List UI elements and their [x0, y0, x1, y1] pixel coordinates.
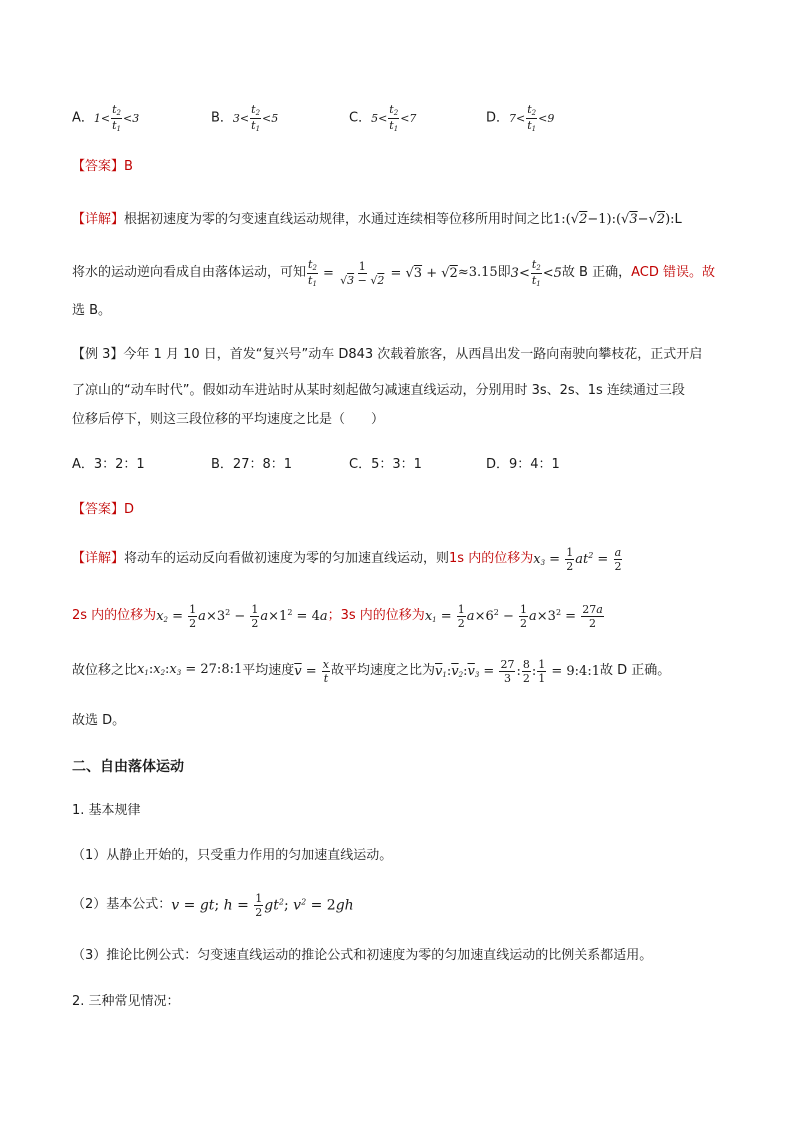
q3-detail-line2: 2s 内的位移为 $x_2$ = $\frac{1}{2}$ $a\times 3^2$ − $\frac{1}{2}$ $a\times 1^2 = 4a$ ； 3s 内的位移为 $x_1$ = $\frac{1}{2}$ $a\times 6^2$ − $\frac{1}{2}$ $a\times 3^2$ = $\frac{27a}{2}$	[72, 602, 603, 630]
q2-answer: 【答案】B	[72, 159, 133, 174]
q2-option-b: B．3< $\frac{t_2}{t_1}$ <5	[211, 103, 279, 133]
q3-answer: 【答案】D	[72, 502, 135, 517]
q3-detail-line3: 故位移之比 $x_1:x_2:x_3$ = 27:8:1 平均速度 $\overline{v}$ = $\frac{x}{t}$ 故平均速度之比为 $\overline{v}_1:\overline{v}_2:\overline{v}_3$ = $\frac{27}{3}$ : $\frac{8}{2}$ : $\frac{1}{1}$ = 9:4:1 故 D 正确。	[72, 657, 671, 685]
q2-detail-line3: 选 B。	[72, 303, 112, 318]
rule-1: （1）从静止开始的，只受重力作用的匀加速直线运动。	[72, 848, 393, 863]
q2-detail-line2: 将水的运动逆向看成自由落体运动，可知 $\frac{t_2}{t_1}$ = $\frac{1}{√3 - √2}$ = √3 + √2 ≈3.15 即 3< $\frac{t_2}{t_1}$ <5 故 B 正确， ACD 错误。故	[72, 257, 715, 288]
q3-option-a: A．3：2：1	[72, 457, 145, 472]
q3-option-d: D．9：4：1	[486, 457, 560, 472]
q3-detail-line1: 【详解】 将动车的运动反向看做初速度为零的匀加速直线运动，则 1s 内的位移为 $x_3$ = $\frac{1}{2}$ $at^2$ = $\frac{a}{2}$	[72, 545, 622, 573]
example3-line1: 【例 3】今年 1 月 10 日，首发“复兴号”动车 D843 次载着旅客，从西昌出发一路向南驶向攀枝花，正式开启	[72, 347, 703, 362]
rule-2: （2）基本公式： v = gt; h = $\frac{1}{2}$ $gt^2$; $v^2 = 2gh$	[72, 891, 354, 919]
rule-3: （3）推论比例公式：匀变速直线运动的推论公式和初速度为零的匀加速直线运动的比例关系都适用。	[72, 948, 653, 963]
example3-line3: 位移后停下，则这三段位移的平均速度之比是（ ）	[72, 412, 385, 427]
section-heading: 二、自由落体运动	[72, 759, 184, 775]
three-cases: 2. 三种常见情况：	[72, 994, 180, 1009]
example3-line2: 了凉山的“动车时代”。假如动车进站时从某时刻起做匀减速直线运动，分别用时 3s、2s、1s 连续通过三段	[72, 383, 685, 398]
q3-option-b: B．27：8：1	[211, 457, 293, 472]
basic-rules: 1. 基本规律	[72, 803, 141, 818]
q3-option-c: C．5：3：1	[349, 457, 422, 472]
q2-option-d: D．7< $\frac{t_2}{t_1}$ <9	[486, 103, 555, 133]
q2-detail-line1: 【详解】根据初速度为零的匀变速直线运动规律，水通过连续相等位移所用时间之比1:(√2−1):(√3−√2):L	[72, 212, 682, 227]
q2-option-c: C．5< $\frac{t_2}{t_1}$ <7	[349, 103, 417, 133]
q2-option-a: A．1< $\frac{t_2}{t_1}$ <3	[72, 103, 140, 133]
q3-conclusion: 故选 D。	[72, 713, 126, 728]
